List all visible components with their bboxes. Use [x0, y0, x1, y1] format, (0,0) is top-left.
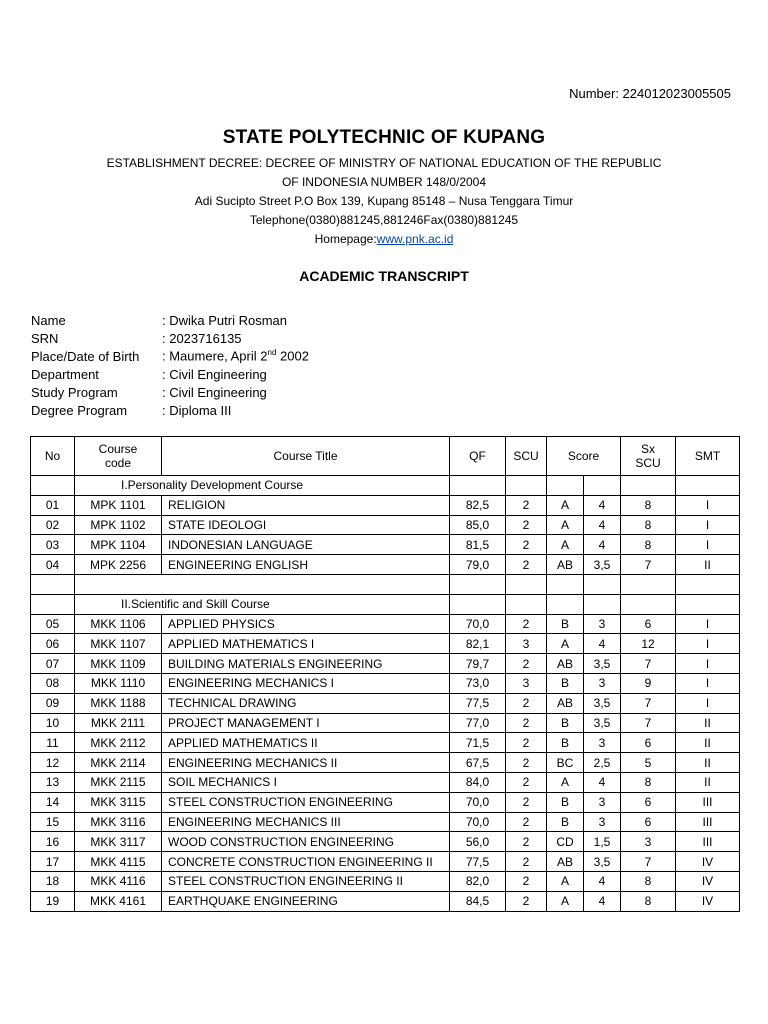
header-course-title: Course Title [162, 437, 450, 476]
cell-code: MKK 2114 [75, 753, 162, 773]
srn-value: : 2023716135 [162, 330, 242, 346]
cell-code: MKK 3115 [75, 792, 162, 812]
cell-title: STEEL CONSTRUCTION ENGINEERING II [162, 871, 450, 891]
cell-point: 4 [584, 634, 621, 654]
cell-sx: 6 [621, 812, 676, 832]
homepage-label: Homepage: [314, 232, 377, 246]
empty-cell [75, 574, 450, 594]
table-row [31, 555, 740, 575]
cell-point: 3,5 [584, 693, 621, 713]
address-line: Adi Sucipto Street P.O Box 139, Kupang 85148 – Nusa Tenggara Timur [194, 194, 574, 208]
cell-smt: IV [676, 871, 740, 891]
cell-scu: 2 [506, 871, 547, 891]
cell-sx: 6 [621, 733, 676, 753]
cell-qf: 77,5 [450, 693, 506, 713]
cell-no: 12 [31, 753, 75, 773]
cell-code: MKK 2115 [75, 772, 162, 792]
cell-scu: 2 [506, 753, 547, 773]
empty-cell [584, 594, 621, 614]
table-row [31, 812, 740, 832]
cell-grade: AB [547, 555, 584, 575]
cell-title: APPLIED MATHEMATICS I [162, 634, 450, 654]
cell-sx: 9 [621, 673, 676, 693]
cell-no: 14 [31, 792, 75, 812]
header-no: No [31, 437, 75, 476]
birth-label: Place/Date of Birth [31, 348, 140, 364]
grades-body [31, 476, 740, 912]
cell-qf: 70,0 [450, 792, 506, 812]
cell-scu: 2 [506, 772, 547, 792]
cell-scu: 2 [506, 852, 547, 872]
cell-no: 03 [31, 535, 75, 555]
birth-ordinal: nd [267, 348, 277, 358]
section-row-scientific [31, 594, 740, 614]
cell-point: 3 [584, 673, 621, 693]
cell-smt: I [676, 654, 740, 674]
cell-sx: 7 [621, 555, 676, 575]
info-row-study [31, 383, 309, 401]
cell-grade: B [547, 713, 584, 733]
cell-qf: 70,0 [450, 812, 506, 832]
empty-cell [547, 594, 584, 614]
empty-cell [547, 574, 584, 594]
cell-sx: 3 [621, 832, 676, 852]
cell-title: ENGINEERING MECHANICS II [162, 753, 450, 773]
cell-smt: II [676, 713, 740, 733]
cell-qf: 56,0 [450, 832, 506, 852]
table-row [31, 832, 740, 852]
cell-code: MKK 1109 [75, 654, 162, 674]
cell-point: 4 [584, 515, 621, 535]
cell-smt: II [676, 733, 740, 753]
cell-grade: A [547, 495, 584, 515]
decree-line-2: OF INDONESIA NUMBER 148/0/2004 [281, 175, 487, 189]
header-sx-scu [621, 437, 676, 476]
cell-no: 15 [31, 812, 75, 832]
cell-no: 05 [31, 614, 75, 634]
table-row [31, 654, 740, 674]
degree-value: : Diploma III [162, 402, 232, 418]
header-row [31, 437, 740, 476]
info-row-name [31, 311, 309, 329]
cell-code: MKK 2111 [75, 713, 162, 733]
section-title: II.Scientific and Skill Course [75, 594, 450, 614]
cell-scu: 2 [506, 693, 547, 713]
cell-smt: I [676, 693, 740, 713]
cell-qf: 77,5 [450, 852, 506, 872]
empty-cell [506, 594, 547, 614]
cell-point: 4 [584, 871, 621, 891]
table-row [31, 852, 740, 872]
cell-scu: 2 [506, 535, 547, 555]
cell-title: STATE IDEOLOGI [162, 515, 450, 535]
cell-title: ENGINEERING MECHANICS III [162, 812, 450, 832]
cell-title: STEEL CONSTRUCTION ENGINEERING [162, 792, 450, 812]
birth-place-day: : Maumere, April 2 [162, 348, 268, 364]
table-row [31, 673, 740, 693]
info-row-department [31, 365, 309, 383]
empty-cell [676, 476, 740, 496]
empty-cell [676, 574, 740, 594]
cell-smt: I [676, 495, 740, 515]
cell-grade: AB [547, 693, 584, 713]
info-row-srn [31, 329, 309, 347]
info-row-birth [31, 347, 309, 365]
cell-point: 3,5 [584, 713, 621, 733]
table-row [31, 515, 740, 535]
cell-grade: AB [547, 654, 584, 674]
empty-cell [450, 574, 506, 594]
cell-point: 3,5 [584, 654, 621, 674]
cell-sx: 6 [621, 792, 676, 812]
cell-scu: 2 [506, 891, 547, 911]
cell-point: 4 [584, 535, 621, 555]
table-row [31, 634, 740, 654]
cell-qf: 82,0 [450, 871, 506, 891]
department-label: Department [31, 366, 99, 382]
cell-point: 3,5 [584, 852, 621, 872]
cell-no: 08 [31, 673, 75, 693]
cell-scu: 2 [506, 515, 547, 535]
cell-qf: 85,0 [450, 515, 506, 535]
cell-title: BUILDING MATERIALS ENGINEERING [162, 654, 450, 674]
table-row [31, 792, 740, 812]
empty-cell [31, 574, 75, 594]
cell-qf: 70,0 [450, 614, 506, 634]
header-sx-bottom: SCU [635, 456, 661, 470]
cell-point: 4 [584, 772, 621, 792]
cell-point: 3 [584, 733, 621, 753]
cell-title: EARTHQUAKE ENGINEERING [162, 891, 450, 911]
cell-scu: 2 [506, 495, 547, 515]
cell-sx: 8 [621, 495, 676, 515]
empty-cell [506, 476, 547, 496]
cell-grade: AB [547, 852, 584, 872]
header-sx-top: Sx [641, 442, 656, 456]
cell-smt: IV [676, 891, 740, 911]
cell-qf: 84,5 [450, 891, 506, 911]
cell-no: 18 [31, 871, 75, 891]
cell-smt: III [676, 792, 740, 812]
cell-smt: II [676, 555, 740, 575]
cell-scu: 2 [506, 614, 547, 634]
cell-qf: 73,0 [450, 673, 506, 693]
cell-sx: 8 [621, 535, 676, 555]
cell-title: SOIL MECHANICS I [162, 772, 450, 792]
empty-cell [584, 574, 621, 594]
cell-grade: B [547, 733, 584, 753]
cell-smt: I [676, 515, 740, 535]
homepage-link[interactable]: www.pnk.ac.id [376, 232, 454, 246]
student-info [31, 311, 309, 419]
header-scu: SCU [506, 437, 547, 476]
cell-sx: 8 [621, 772, 676, 792]
cell-smt: III [676, 812, 740, 832]
cell-scu: 3 [506, 634, 547, 654]
empty-cell [547, 476, 584, 496]
cell-qf: 82,1 [450, 634, 506, 654]
cell-scu: 2 [506, 555, 547, 575]
table-row [31, 753, 740, 773]
cell-grade: A [547, 772, 584, 792]
cell-title: APPLIED MATHEMATICS II [162, 733, 450, 753]
header-score: Score [547, 437, 621, 476]
cell-smt: IV [676, 852, 740, 872]
cell-point: 3,5 [584, 555, 621, 575]
cell-code: MKK 3117 [75, 832, 162, 852]
spacer-row [31, 574, 740, 594]
cell-grade: B [547, 812, 584, 832]
header-smt: SMT [676, 437, 740, 476]
cell-grade: A [547, 515, 584, 535]
cell-scu: 2 [506, 832, 547, 852]
cell-title: WOOD CONSTRUCTION ENGINEERING [162, 832, 450, 852]
name-value: : Dwika Putri Rosman [162, 312, 287, 328]
cell-code: MKK 1110 [75, 673, 162, 693]
cell-sx: 8 [621, 871, 676, 891]
cell-grade: A [547, 891, 584, 911]
cell-title: ENGINEERING MECHANICS I [162, 673, 450, 693]
cell-no: 11 [31, 733, 75, 753]
cell-code: MKK 4116 [75, 871, 162, 891]
cell-smt: I [676, 673, 740, 693]
table-row [31, 871, 740, 891]
document-title: ACADEMIC TRANSCRIPT [299, 268, 469, 284]
cell-smt: III [676, 832, 740, 852]
table-row [31, 614, 740, 634]
telephone-line: Telephone(0380)881245,881246Fax(0380)881245 [249, 213, 519, 227]
table-row [31, 772, 740, 792]
cell-no: 02 [31, 515, 75, 535]
cell-point: 3 [584, 812, 621, 832]
cell-grade: B [547, 673, 584, 693]
cell-sx: 7 [621, 713, 676, 733]
cell-point: 3 [584, 614, 621, 634]
cell-scu: 3 [506, 673, 547, 693]
cell-smt: II [676, 772, 740, 792]
empty-cell [584, 476, 621, 496]
cell-no: 04 [31, 555, 75, 575]
cell-title: ENGINEERING ENGLISH [162, 555, 450, 575]
name-label: Name [31, 312, 66, 328]
cell-code: MPK 2256 [75, 555, 162, 575]
cell-grade: A [547, 535, 584, 555]
decree-line-1: ESTABLISHMENT DECREE: DECREE OF MINISTRY OF NATIONAL EDUCATION OF THE REPUBLIC [106, 156, 662, 170]
cell-grade: A [547, 634, 584, 654]
cell-code: MKK 2112 [75, 733, 162, 753]
cell-code: MPK 1102 [75, 515, 162, 535]
cell-no: 06 [31, 634, 75, 654]
study-value: : Civil Engineering [162, 384, 267, 400]
cell-no: 16 [31, 832, 75, 852]
birth-value [162, 348, 309, 363]
cell-grade: B [547, 792, 584, 812]
cell-scu: 2 [506, 654, 547, 674]
cell-qf: 77,0 [450, 713, 506, 733]
cell-point: 2,5 [584, 753, 621, 773]
cell-code: MPK 1104 [75, 535, 162, 555]
header-qf: QF [450, 437, 506, 476]
cell-qf: 79,0 [450, 555, 506, 575]
cell-title: PROJECT MANAGEMENT I [162, 713, 450, 733]
cell-grade: B [547, 614, 584, 634]
table-row [31, 713, 740, 733]
cell-point: 1,5 [584, 832, 621, 852]
empty-cell [31, 594, 75, 614]
cell-sx: 8 [621, 515, 676, 535]
cell-no: 10 [31, 713, 75, 733]
empty-cell [450, 476, 506, 496]
cell-title: INDONESIAN LANGUAGE [162, 535, 450, 555]
cell-grade: BC [547, 753, 584, 773]
cell-sx: 5 [621, 753, 676, 773]
empty-cell [621, 594, 676, 614]
cell-smt: II [676, 753, 740, 773]
cell-code: MKK 4161 [75, 891, 162, 911]
cell-no: 01 [31, 495, 75, 515]
cell-qf: 81,5 [450, 535, 506, 555]
cell-scu: 2 [506, 812, 547, 832]
section-row-personality [31, 476, 740, 496]
grades-table [30, 436, 740, 912]
cell-scu: 2 [506, 713, 547, 733]
cell-sx: 6 [621, 614, 676, 634]
table-row [31, 495, 740, 515]
info-row-degree [31, 401, 309, 419]
cell-sx: 7 [621, 693, 676, 713]
table-row [31, 693, 740, 713]
empty-cell [450, 594, 506, 614]
cell-title: CONCRETE CONSTRUCTION ENGINEERING II [162, 852, 450, 872]
cell-smt: I [676, 614, 740, 634]
table-row [31, 733, 740, 753]
cell-no: 09 [31, 693, 75, 713]
cell-code: MKK 1106 [75, 614, 162, 634]
empty-cell [31, 476, 75, 496]
empty-cell [621, 476, 676, 496]
cell-scu: 2 [506, 792, 547, 812]
cell-code: MPK 1101 [75, 495, 162, 515]
cell-point: 4 [584, 495, 621, 515]
study-label: Study Program [31, 384, 118, 400]
cell-qf: 67,5 [450, 753, 506, 773]
cell-title: APPLIED PHYSICS [162, 614, 450, 634]
cell-sx: 12 [621, 634, 676, 654]
department-value: : Civil Engineering [162, 366, 267, 382]
cell-no: 07 [31, 654, 75, 674]
cell-grade: CD [547, 832, 584, 852]
cell-qf: 84,0 [450, 772, 506, 792]
cell-no: 13 [31, 772, 75, 792]
header-code-top: Course [98, 442, 138, 456]
header-course-code [75, 437, 162, 476]
homepage-line [0, 232, 768, 246]
cell-point: 3 [584, 792, 621, 812]
header-code-bottom: code [104, 456, 132, 470]
cell-sx: 7 [621, 852, 676, 872]
empty-cell [621, 574, 676, 594]
cell-code: MKK 1188 [75, 693, 162, 713]
cell-qf: 79,7 [450, 654, 506, 674]
cell-smt: I [676, 634, 740, 654]
table-row [31, 535, 740, 555]
birth-year: 2002 [276, 348, 309, 364]
cell-code: MKK 4115 [75, 852, 162, 872]
empty-cell [676, 594, 740, 614]
cell-qf: 82,5 [450, 495, 506, 515]
cell-qf: 71,5 [450, 733, 506, 753]
transcript-number: Number: 224012023005505 [569, 86, 731, 101]
table-row [31, 891, 740, 911]
section-title: I.Personality Development Course [75, 476, 450, 496]
cell-no: 19 [31, 891, 75, 911]
cell-sx: 8 [621, 891, 676, 911]
cell-scu: 2 [506, 733, 547, 753]
cell-code: MKK 1107 [75, 634, 162, 654]
cell-grade: A [547, 871, 584, 891]
cell-no: 17 [31, 852, 75, 872]
institution-name: STATE POLYTECHNIC OF KUPANG [222, 127, 546, 148]
cell-sx: 7 [621, 654, 676, 674]
cell-title: TECHNICAL DRAWING [162, 693, 450, 713]
cell-title: RELIGION [162, 495, 450, 515]
empty-cell [506, 574, 547, 594]
srn-label: SRN [31, 330, 59, 346]
cell-code: MKK 3116 [75, 812, 162, 832]
degree-label: Degree Program [31, 402, 128, 418]
cell-point: 4 [584, 891, 621, 911]
cell-smt: I [676, 535, 740, 555]
